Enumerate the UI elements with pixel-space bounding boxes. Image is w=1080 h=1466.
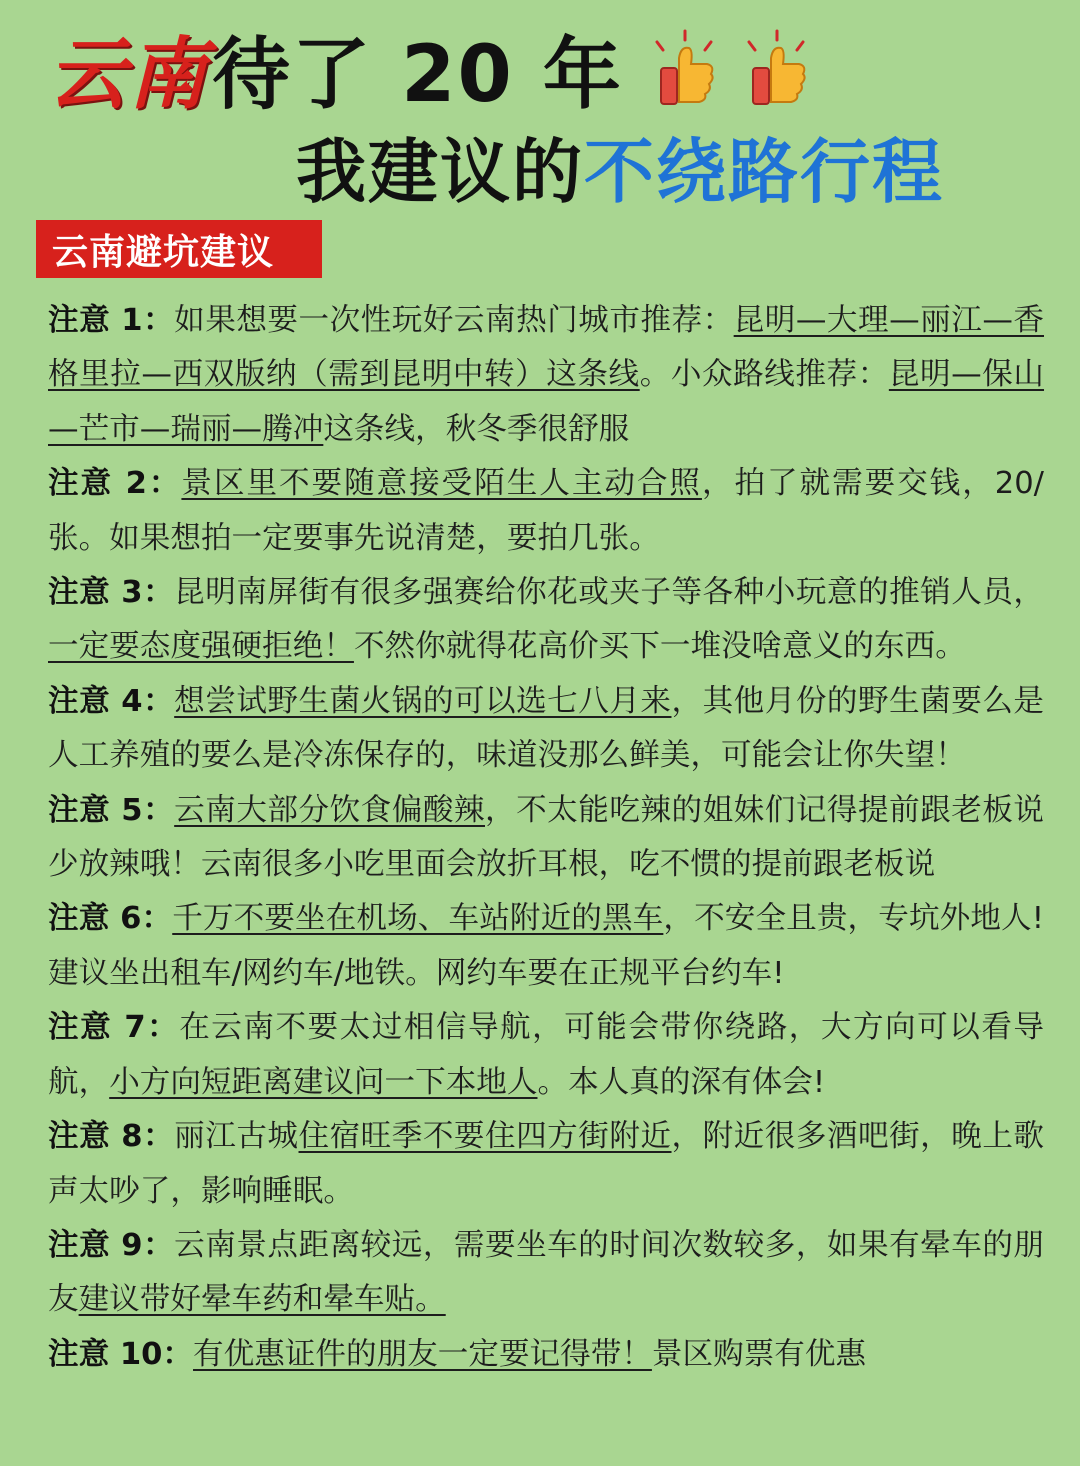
note-underlined-text: 住宿旺季不要住四方街附近 bbox=[298, 1119, 672, 1155]
note-underlined-text: 千万不要坐在机场、车站附近的黑车 bbox=[172, 901, 664, 937]
note-text: ，拍了就需要交钱，20/张。如果想拍一定要事先说清楚，要拍几张。 bbox=[48, 466, 1044, 556]
note-text: 。小众路线推荐： bbox=[639, 357, 889, 393]
note-text: 云南景点距离较远，需要坐车的时间次数较多，如果有晕车的朋友 bbox=[48, 1227, 1044, 1318]
note-text: 。本人真的深有体会! bbox=[537, 1064, 826, 1100]
title-line-2 bbox=[296, 118, 944, 214]
thumbs-up-icon bbox=[741, 28, 811, 108]
note-underlined-text: 有优惠证件的朋友一定要记得带！ bbox=[193, 1336, 652, 1372]
note-text: 在云南不要太过相信导航，可能会带你绕路，大方向可以看导航， bbox=[48, 1010, 1044, 1100]
note-text: 如果想要一次性玩好云南热门城市推荐： bbox=[174, 303, 734, 338]
note-item-6 bbox=[48, 892, 1044, 1001]
note-label: 注意 8： bbox=[48, 1119, 175, 1155]
note-underlined-text: 景区里不要随意接受陌生人主动合照 bbox=[181, 466, 702, 502]
note-underlined-text: 昆明—大理—丽江—香格里拉—西双版纳（需到昆明中转）这条线 bbox=[48, 303, 1044, 393]
title-line-1 bbox=[48, 18, 811, 118]
title-text-black: 待了 20 年 bbox=[212, 30, 623, 120]
note-text: 这条线，秋冬季很舒服 bbox=[323, 411, 630, 447]
note-underlined-text: 建议带好晕车药和晕车贴。 bbox=[78, 1282, 446, 1318]
note-text: 昆明南屏街有很多强赛给你花或夹子等各种小玩意的推销人员， bbox=[174, 575, 1044, 611]
note-underlined-text: 一定要态度强硬拒绝！ bbox=[48, 629, 354, 665]
note-label: 注意 2： bbox=[48, 466, 182, 502]
title-subtext-black: 我建议的 bbox=[296, 130, 584, 213]
note-label: 注意 5： bbox=[48, 792, 175, 828]
thumbs-group bbox=[649, 28, 811, 108]
note-item-3 bbox=[48, 566, 1044, 675]
note-item-7 bbox=[48, 1001, 1044, 1110]
notes-list bbox=[48, 294, 1044, 1382]
note-label: 注意 3： bbox=[48, 575, 175, 611]
note-text: ，不安全且贵，专坑外地人!建议坐出租车/网约车/地铁。网约车要在正规平台约车! bbox=[48, 901, 1044, 991]
note-label: 注意 9： bbox=[48, 1227, 175, 1263]
note-label: 注意 1： bbox=[48, 303, 175, 338]
note-text: 丽江古城 bbox=[174, 1119, 299, 1155]
note-item-10 bbox=[48, 1328, 1044, 1382]
note-label: 注意 10： bbox=[48, 1336, 194, 1372]
note-text: ，不太能吃辣的姐妹们记得提前跟老板说少放辣哦！云南很多小吃里面会放折耳根，吃不惯的提前跟老板说 bbox=[48, 792, 1044, 883]
note-label: 注意 6： bbox=[48, 901, 173, 937]
note-item-9 bbox=[48, 1219, 1044, 1328]
title-highlight-red: 云南 bbox=[48, 29, 209, 120]
note-underlined-text: 想尝试野生菌火锅的可以选七八月来 bbox=[174, 683, 672, 719]
note-item-5 bbox=[48, 784, 1044, 893]
note-item-8 bbox=[48, 1110, 1044, 1219]
note-label: 注意 4： bbox=[48, 683, 175, 719]
note-item-1 bbox=[48, 294, 1044, 457]
note-text: ，附近很多酒吧街，晚上歌声太吵了，影响睡眠。 bbox=[48, 1119, 1045, 1209]
note-text: ，其他月份的野生菌要么是人工养殖的要么是冷冻保存的，味道没那么鲜美，可能会让你失望！ bbox=[48, 683, 1044, 774]
note-text: 不然你就得花高价买下一堆没啥意义的东西。 bbox=[353, 629, 966, 665]
note-label: 注意 7： bbox=[48, 1010, 180, 1046]
note-item-2 bbox=[48, 457, 1044, 566]
note-underlined-text: 小方向短距离建议问一下本地人 bbox=[109, 1064, 538, 1100]
section-banner-label: 云南避坑建议 bbox=[52, 231, 275, 273]
note-underlined-text: 昆明—保山—芒市—瑞丽—腾冲 bbox=[48, 357, 1045, 447]
title-highlight-blue: 不绕路行程 bbox=[584, 130, 944, 213]
section-banner bbox=[36, 220, 322, 278]
note-underlined-text: 云南大部分饮食偏酸辣 bbox=[174, 792, 485, 828]
note-item-4 bbox=[48, 675, 1044, 784]
note-text: 景区购票有优惠 bbox=[651, 1336, 867, 1372]
thumbs-up-icon bbox=[649, 28, 719, 108]
